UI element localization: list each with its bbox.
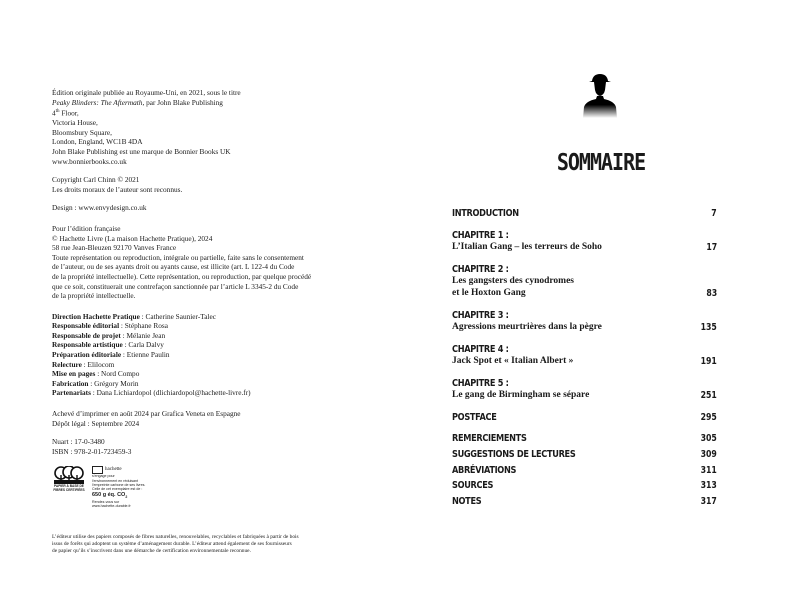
toc-heading: CHAPITRE 4 : bbox=[452, 344, 509, 355]
toc-heading: POSTFACE bbox=[452, 412, 497, 423]
trees-icon bbox=[54, 466, 84, 484]
colophon bbox=[52, 88, 352, 508]
credit-line: Responsable éditorial : Stéphane Rosa bbox=[52, 321, 168, 331]
toc-entry-chapter-3 bbox=[452, 310, 717, 333]
id-line: Nuart : 17-0-3480 bbox=[52, 437, 105, 447]
credit-line: Préparation éditoriale : Etienne Paulin bbox=[52, 350, 170, 360]
carbon-footprint-label: hachette s'engage pour l'environnement en réduisant l'empreinte carbone de ses livres. Celle de cet exemplaire est de : 650 g éq. $CO_2$ Rendez-vous sur www.hachette-durable.fr bbox=[92, 467, 146, 508]
environment-note bbox=[52, 534, 352, 555]
fsc-logo: PAPIER À BASE DE FIBRES CERTIFIÉES bbox=[52, 466, 86, 494]
toc-entry-remerciements bbox=[452, 433, 717, 444]
toc-heading: ABRÉVIATIONS bbox=[452, 465, 517, 476]
french-edition-line: Pour l’édition française bbox=[52, 223, 121, 233]
credit-line: Responsable de projet : Mélanie Jean bbox=[52, 330, 166, 340]
toc-page-number: 311 bbox=[700, 465, 717, 476]
copyright-line: Les droits moraux de l’auteur sont reconnus. bbox=[52, 184, 183, 194]
toc-page-number: 295 bbox=[700, 412, 717, 423]
man-silhouette-icon bbox=[583, 72, 617, 118]
toc-title: SOMMAIRE bbox=[556, 148, 646, 176]
toc-entry-suggestions bbox=[452, 449, 717, 460]
credits-list bbox=[52, 312, 352, 398]
toc-entry-introduction bbox=[452, 208, 717, 219]
french-edition-line: © Hachette Livre (La maison Hachette Pratique), 2024 bbox=[52, 233, 213, 243]
printing-line: Achevé d’imprimer en août 2024 par Grafica Veneta en Espagne bbox=[52, 409, 241, 419]
toc-heading: SUGGESTIONS DE LECTURES bbox=[452, 449, 576, 460]
toc-entry-chapter-2 bbox=[452, 264, 717, 299]
toc-page-number: 83 bbox=[706, 288, 717, 299]
french-edition-line: Toute représentation ou reproduction, intégrale ou partielle, faite sans le consentement bbox=[52, 252, 304, 262]
toc-page-number: 309 bbox=[700, 449, 717, 460]
toc-page-number: 17 bbox=[706, 242, 717, 253]
toc-page-number: 317 bbox=[700, 496, 717, 507]
printing-line: Dépôt légal : Septembre 2024 bbox=[52, 418, 140, 428]
edition-line: 4th Floor, bbox=[52, 108, 79, 118]
toc-heading: CHAPITRE 3 : bbox=[452, 310, 509, 321]
french-edition-line: de l’auteur, ou de ses ayants droit ou ayants cause, est illicite (art. L 122-4 du Code bbox=[52, 262, 295, 272]
french-edition-line: 58 rue Jean-Bleuzen 92170 Vanves France bbox=[52, 243, 177, 253]
toc-entry-chapter-4 bbox=[452, 344, 717, 367]
edition-line: John Blake Publishing est une marque de Bonnier Books UK bbox=[52, 146, 231, 156]
toc-heading: REMERCIEMENTS bbox=[452, 433, 527, 444]
toc-subtitle: L’Italian Gang – les terreurs de Soho bbox=[452, 242, 602, 252]
toc-subtitle: Jack Spot et « Italian Albert » bbox=[452, 356, 574, 366]
credit-line: Fabrication : Grégory Morin bbox=[52, 378, 139, 388]
toc-heading: SOURCES bbox=[452, 480, 494, 491]
edition-line: Peaky Blinders: The Aftermath, par John Blake Publishing bbox=[52, 97, 223, 107]
design-credit: Design : www.envydesign.co.uk bbox=[52, 203, 147, 213]
edition-line: www.bonnierbooks.co.uk bbox=[52, 156, 127, 166]
toc-entry-abreviations bbox=[452, 465, 717, 476]
edition-line: Bloomsbury Square, bbox=[52, 127, 112, 137]
toc-entry-chapter-1 bbox=[452, 230, 717, 253]
environment-note-line: L’éditeur utilise des papiers composés de fibres naturelles, renouvelables, recyclables et fabriquées à partir de bois bbox=[52, 534, 299, 540]
toc-subtitle: Les gangsters des cynodromes bbox=[452, 276, 575, 286]
toc-heading: NOTES bbox=[452, 496, 482, 507]
edition-line: London, England, WC1B 4DA bbox=[52, 137, 143, 147]
toc-subtitle: et le Hoxton Gang bbox=[452, 288, 526, 298]
toc-heading: CHAPITRE 2 : bbox=[452, 264, 509, 275]
id-line: ISBN : 978-2-01-723459-3 bbox=[52, 446, 132, 456]
credit-line: Partenariats : Dana Lichiardopol (dlichiardopol@hachette-livre.fr) bbox=[52, 388, 251, 398]
toc-heading: INTRODUCTION bbox=[452, 208, 519, 219]
toc-heading: CHAPITRE 5 : bbox=[452, 378, 509, 389]
french-edition-line: de la propriété intellectuelle). Cette représentation, ou reproduction, par quelque procédé bbox=[52, 271, 312, 281]
toc-page-number: 7 bbox=[711, 208, 717, 219]
toc-page-number: 313 bbox=[700, 480, 717, 491]
toc-entry-sources bbox=[452, 480, 717, 491]
french-edition-line: que ce soit, constituerait une contrefaçon sanctionnée par l’article L 3345-2 du Code bbox=[52, 281, 299, 291]
edition-line: Édition originale publiée au Royaume-Uni, en 2021, sous le titre bbox=[52, 88, 241, 97]
toc-subtitle: Agressions meurtrières dans la pègre bbox=[452, 322, 602, 332]
french-edition-line: de la propriété intellectuelle. bbox=[52, 291, 136, 301]
toc-page-number: 251 bbox=[700, 390, 717, 401]
hachette-logo-icon bbox=[92, 466, 103, 474]
toc-entry-notes bbox=[452, 496, 717, 507]
credit-line: Mise en pages : Nord Compo bbox=[52, 369, 140, 379]
toc-entry-chapter-5 bbox=[452, 378, 717, 401]
environment-note-line: de papier qu’ils s’inscrivent dans une démarche de certification environnementale reconnue. bbox=[52, 548, 251, 555]
toc-page-number: 305 bbox=[700, 433, 717, 444]
eco-logos bbox=[52, 466, 352, 508]
toc-page-number: 135 bbox=[700, 322, 717, 333]
credit-line: Responsable artistique : Carla Dalvy bbox=[52, 340, 164, 350]
toc-page-number: 191 bbox=[700, 356, 717, 367]
environment-note-line: issus de forêts qui adoptent un système d’aménagement durable. L’éditeur attend également de ses fournisseurs bbox=[52, 541, 292, 548]
copyright-line: Copyright Carl Chinn © 2021 bbox=[52, 175, 140, 185]
toc-subtitle: Le gang de Birmingham se sépare bbox=[452, 390, 590, 400]
credit-line: Direction Hachette Pratique : Catherine Saunier-Talec bbox=[52, 311, 216, 321]
edition-line: Victoria House, bbox=[52, 118, 98, 128]
credit-line: Relecture : Elilocom bbox=[52, 359, 115, 369]
toc-entry-postface bbox=[452, 412, 717, 423]
toc-heading: CHAPITRE 1 : bbox=[452, 230, 509, 241]
